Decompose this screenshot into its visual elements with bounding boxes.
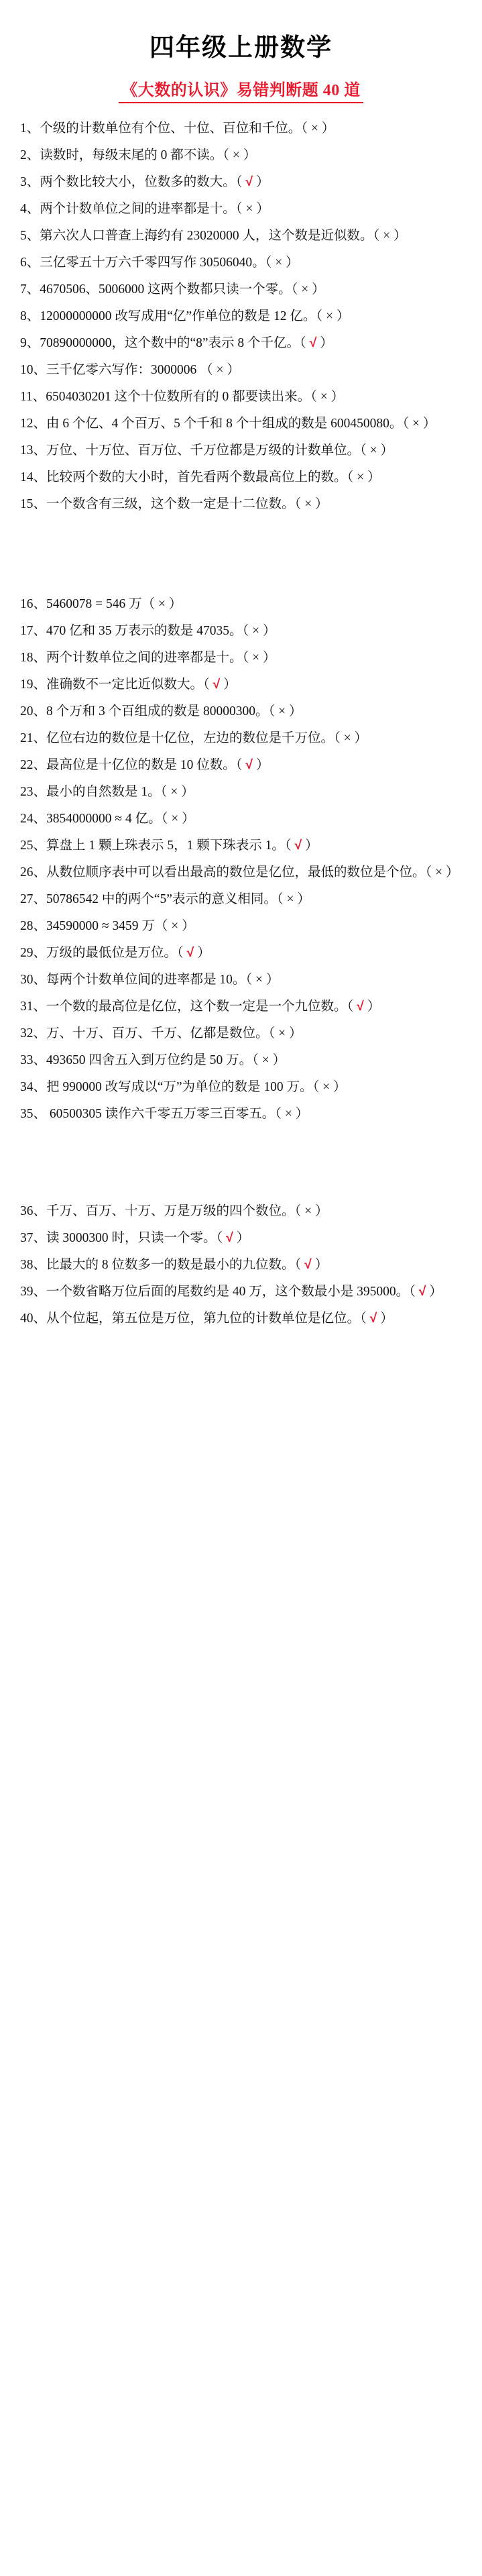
question-item: 4、两个计数单位之间的进率都是十。（ × ）: [20, 202, 269, 216]
question-group-2: [20, 594, 462, 1124]
question-item: 8、12000000000 改写成用“亿”作单位的数是 12 亿。（ × ）: [20, 309, 350, 323]
question-item: 23、最小的自然数是 1。（ × ）: [20, 785, 194, 799]
question-item: 10、三千亿零六写作：3000006 （ × ）: [20, 363, 240, 377]
question-item: 24、3854000000 ≈ 4 亿。（ × ）: [20, 812, 195, 826]
group-separator: [20, 1154, 462, 1201]
question-item: 28、34590000 ≈ 3459 万（ × ）: [20, 919, 195, 933]
question-item: 29、万级的最低位是万位。（ √ ）: [20, 945, 210, 960]
worksheet-subtitle: 《大数的认识》易错判断题 40 道: [119, 76, 363, 103]
question-item: 31、一个数的最高位是亿位，这个数一定是一个九位数。（ √ ）: [20, 999, 381, 1014]
question-group-1: [20, 118, 462, 515]
question-item: 20、8 个万和 3 个百组成的数是 80000300。（ × ）: [20, 704, 302, 718]
question-item: 2、读数时，每级末尾的 0 都不读。（ × ）: [20, 148, 257, 162]
question-item: 30、每两个计数单位间的进率都是 10。（ × ）: [20, 973, 280, 987]
question-item: 12、由 6 个亿、4 个百万、5 个千和 8 个十组成的数是 600450080。（ × ）: [20, 417, 436, 431]
question-item: 16、5460078 = 546 万（ × ）: [20, 597, 182, 611]
question-item: 21、亿位右边的数位是十亿位，左边的数位是千万位。（ × ）: [20, 731, 367, 745]
question-item: 33、493650 四舍五入到万位约是 50 万。（ × ）: [20, 1053, 286, 1067]
question-item: 13、万位、十万位、百万位、千万位都是万级的计数单位。（ × ）: [20, 443, 394, 458]
question-item: 1、个级的计数单位有个位、十位、百位和千位。（ × ）: [20, 121, 335, 136]
question-item: 3、两个数比较大小，位数多的数大。（ √ ）: [20, 174, 269, 189]
question-item: 15、一个数含有三级，这个数一定是十二位数。（ × ）: [20, 497, 328, 511]
page-bottom-whitespace: [20, 1358, 462, 1962]
question-item: 35、 60500305 读作六千零五万零三百零五。（ × ）: [20, 1107, 309, 1121]
question-group-3: [20, 1201, 462, 1329]
question-item: 27、50786542 中的两个“5”表示的意义相同。（ × ）: [20, 892, 310, 906]
question-item: 19、准确数不一定比近似数大。（ √ ）: [20, 677, 237, 692]
group-separator: [20, 544, 462, 594]
question-item: 7、4670506、5006000 这两个数都只读一个零。（ × ）: [20, 282, 325, 297]
question-item: 18、两个计数单位之间的进率都是十。（ × ）: [20, 651, 276, 665]
question-item: 36、千万、百万、十万、万是万级的四个数位。（ × ）: [20, 1204, 328, 1218]
question-item: 25、算盘上 1 颗上珠表示 5，1 颗下珠表示 1。（ √ ）: [20, 838, 318, 853]
subtitle-container: [20, 76, 462, 103]
question-item: 37、读 3000300 时，只读一个零。（ √ ）: [20, 1230, 250, 1245]
question-item: 22、最高位是十亿位的数是 10 位数。（ √ ）: [20, 757, 269, 772]
question-item: 26、从数位顺序表中可以看出最高的数位是亿位，最低的数位是个位。（ × ）: [20, 865, 459, 879]
question-item: 40、从个位起，第五位是万位，第九位的计数单位是亿位。（ √ ）: [20, 1311, 394, 1326]
question-item: 14、比较两个数的大小时，首先看两个数最高位上的数。（ × ）: [20, 470, 381, 484]
question-item: 34、把 990000 改写成以“万”为单位的数是 100 万。（ × ）: [20, 1080, 347, 1094]
question-item: 17、470 亿和 35 万表示的数是 47035。（ × ）: [20, 624, 276, 638]
question-item: 11、6504030201 这个十位数所有的 0 都要读出来。（ × ）: [20, 390, 345, 404]
question-item: 6、三亿零五十万六千零四写作 30506040。（ × ）: [20, 256, 299, 270]
question-item: 38、比最大的 8 位数多一的数是最小的九位数。（ √ ）: [20, 1257, 328, 1272]
page-title: 四年级上册数学: [149, 34, 333, 62]
question-item: 32、万、十万、百万、千万、亿都是数位。（ × ）: [20, 1026, 302, 1040]
question-item: 9、70890000000，这个数中的“8”表示 8 个千亿。（ √ ）: [20, 335, 333, 350]
question-item: 39、一个数省略万位后面的尾数约是 40 万，这个数最小是 395000。（ √ ）: [20, 1284, 442, 1299]
question-item: 5、第六次人口普查上海约有 23020000 人，这个数是近似数。（ × ）: [20, 229, 407, 243]
